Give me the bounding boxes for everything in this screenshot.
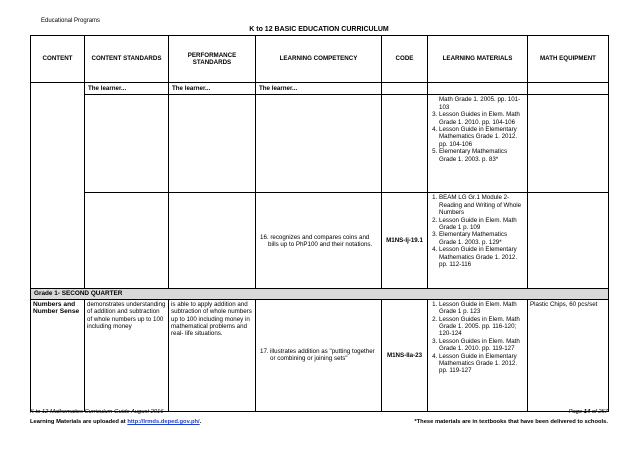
learning-materials-cell bbox=[428, 299, 528, 411]
section-title: Grade 1- SECOND QUARTER bbox=[31, 289, 609, 299]
footer-guide: K to 12 Mathematics Curriculum Guide August 2016 bbox=[30, 409, 164, 415]
performance-standard-cell: is able to apply addition and subtraction of whole numbers up to 100 including money in mathematical problems and real- life situations. bbox=[169, 299, 256, 411]
footer-upload-note: Learning Materials are uploaded at http://lrmds.deped.gov.ph/. bbox=[30, 419, 202, 425]
table-row bbox=[31, 193, 609, 289]
learner-learning-competency: The learner... bbox=[256, 83, 382, 95]
page-number: Page 14 of 257 bbox=[568, 409, 608, 415]
competency-text: 16. recognizes and compares coins and bills up to PhP100 and their notations. bbox=[260, 233, 373, 248]
col-math-equipment: MATH EQUIPMENT bbox=[528, 36, 609, 83]
list-item: 3. Lesson Guides in Elem. Math Grade 1. 2010. pp. 104-106 bbox=[439, 111, 525, 126]
learning-competency-cell bbox=[256, 193, 382, 289]
list-item: 2. Lesson Guide in Elem. Math Grade 1 p. 109 bbox=[439, 217, 525, 232]
math-equipment-cell: Plastic Chips, 60 pcs/set bbox=[528, 299, 609, 411]
learning-competency-cell bbox=[256, 299, 382, 411]
table-row bbox=[31, 299, 609, 411]
textbook-note: *These materials are in textbooks that have been delivered to schools. bbox=[414, 419, 608, 425]
list-item: 1. Lesson Guide in Elem. Math Grade 1 p. 123 bbox=[439, 301, 525, 316]
list-item: 4. Lesson Guide in Elementary Mathematics Grade 1. 2012. pp. 112-116 bbox=[439, 246, 525, 268]
materials-list bbox=[430, 301, 525, 375]
organization-label: Educational Programs bbox=[41, 18, 101, 24]
list-item: 5. Elementary Mathematics Grade 1. 2003. p. 83* bbox=[439, 148, 525, 163]
learner-content bbox=[31, 83, 85, 289]
learner-content-standards: The learner... bbox=[85, 83, 169, 95]
col-learning-competency: LEARNING COMPETENCY bbox=[256, 36, 382, 83]
content-cell: Numbers and Number Sense bbox=[31, 299, 85, 411]
col-content-standards: CONTENT STANDARDS bbox=[85, 36, 169, 83]
materials-list bbox=[430, 194, 525, 268]
current-page: 14 bbox=[583, 409, 591, 415]
learner-performance-standards: The learner... bbox=[169, 83, 256, 95]
material-continued: Math Grade 1. 2005. pp. 101-103 bbox=[439, 96, 521, 111]
table-row bbox=[31, 95, 609, 193]
list-item: 1. BEAM LG Gr.1 Module 2- Reading and Writing of Whole Numbers bbox=[439, 194, 525, 216]
header-row bbox=[31, 36, 609, 83]
lrmds-link[interactable]: http://lrmds.deped.gov.ph/ bbox=[127, 419, 200, 425]
curriculum-table bbox=[30, 35, 609, 412]
learning-materials-cell bbox=[428, 95, 528, 193]
code-cell: M1NS-Ij-19.1 bbox=[382, 193, 428, 289]
document-title: K to 12 BASIC EDUCATION CURRICULUM bbox=[249, 26, 389, 33]
competency-text: illustrates addition as "putting together or combining or joining sets" bbox=[270, 347, 375, 363]
materials-list bbox=[430, 111, 525, 163]
section-row bbox=[31, 289, 609, 299]
col-code: CODE bbox=[382, 36, 428, 83]
col-content: CONTENT bbox=[31, 36, 85, 83]
content-standard-cell: demonstrates understanding of addition and subtraction of whole numbers up to 100 including money bbox=[85, 299, 169, 411]
learner-row bbox=[31, 83, 609, 95]
col-learning-materials: LEARNING MATERIALS bbox=[428, 36, 528, 83]
code-cell: M1NS-IIa-23 bbox=[382, 299, 428, 411]
list-item: 3. Elementary Mathematics Grade 1. 2003. p. 129* bbox=[439, 231, 525, 246]
competency-number: 17. bbox=[260, 347, 269, 355]
learning-materials-cell bbox=[428, 193, 528, 289]
list-item: 3. Lesson Guides in Elem. Math Grade 1. 2010. pp. 119-127 bbox=[439, 338, 525, 353]
list-item: 4. Lesson Guide in Elementary Mathematics Grade 1. 2012. pp. 104-106 bbox=[439, 126, 525, 148]
list-item: 2. Lesson Guides in Elem. Math Grade 1. 2005. pp. 116-120; 120-124 bbox=[439, 316, 525, 338]
upload-text: Learning Materials are uploaded at bbox=[30, 419, 126, 425]
list-item: 4. Lesson Guide in Elementary Mathematics Grade 1. 2012. pp. 119-127 bbox=[439, 353, 525, 375]
col-performance-standards: PERFORMANCE STANDARDS bbox=[169, 36, 256, 83]
